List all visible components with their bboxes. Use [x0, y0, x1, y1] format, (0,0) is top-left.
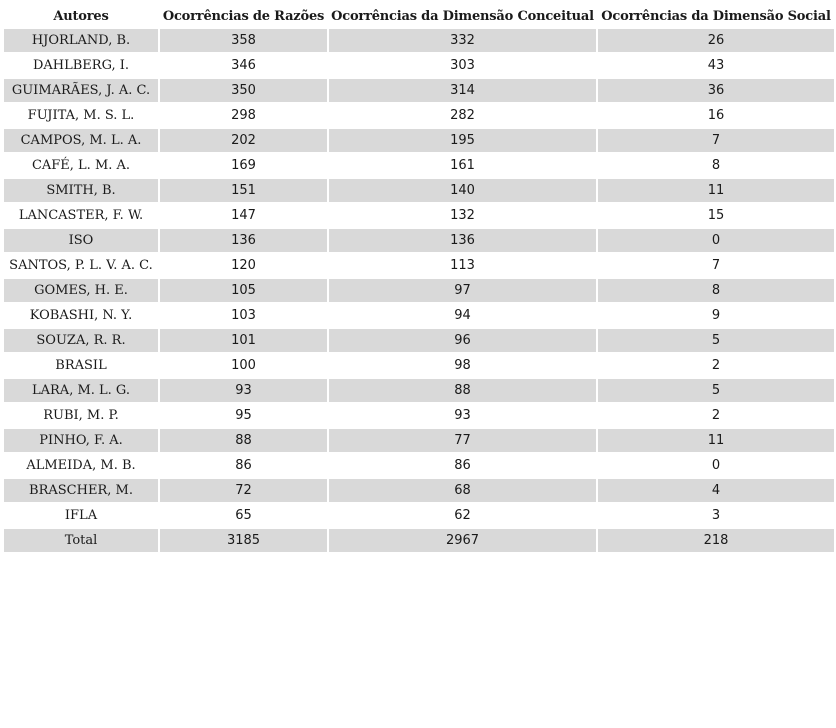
razoes-cell: 86 — [160, 454, 327, 479]
razoes-cell: 120 — [160, 254, 327, 279]
razoes-cell: 100 — [160, 354, 327, 379]
social-cell: 16 — [598, 104, 834, 129]
razoes-cell: 169 — [160, 154, 327, 179]
author-cell: SMITH, B. — [4, 179, 158, 204]
razoes-cell: 101 — [160, 329, 327, 354]
razoes-cell: 88 — [160, 429, 327, 454]
table-row — [4, 454, 834, 479]
razoes-cell: 350 — [160, 79, 327, 104]
author-cell: KOBASHI, N. Y. — [4, 304, 158, 329]
social-cell: 5 — [598, 329, 834, 354]
table-row — [4, 29, 834, 54]
author-cell: CAFÉ, L. M. A. — [4, 154, 158, 179]
author-cell: FUJITA, M. S. L. — [4, 104, 158, 129]
total-label-cell: Total — [4, 529, 158, 554]
table-row — [4, 479, 834, 504]
conceitual-cell: 93 — [329, 404, 596, 429]
conceitual-cell: 62 — [329, 504, 596, 529]
social-cell: 4 — [598, 479, 834, 504]
conceitual-cell: 195 — [329, 129, 596, 154]
author-cell: GOMES, H. E. — [4, 279, 158, 304]
occurrences-table-container — [4, 4, 832, 554]
author-cell: BRASCHER, M. — [4, 479, 158, 504]
total-conceitual-cell: 2967 — [329, 529, 596, 554]
social-cell: 7 — [598, 254, 834, 279]
author-cell: LARA, M. L. G. — [4, 379, 158, 404]
razoes-cell: 346 — [160, 54, 327, 79]
social-cell: 15 — [598, 204, 834, 229]
author-cell: HJORLAND, B. — [4, 29, 158, 54]
conceitual-cell: 97 — [329, 279, 596, 304]
table-row — [4, 379, 834, 404]
razoes-cell: 65 — [160, 504, 327, 529]
table-row — [4, 204, 834, 229]
conceitual-cell: 98 — [329, 354, 596, 379]
table-row — [4, 329, 834, 354]
conceitual-cell: 161 — [329, 154, 596, 179]
table-row — [4, 254, 834, 279]
total-social-cell: 218 — [598, 529, 834, 554]
author-cell: CAMPOS, M. L. A. — [4, 129, 158, 154]
author-cell: BRASIL — [4, 354, 158, 379]
social-cell: 8 — [598, 154, 834, 179]
table-row — [4, 429, 834, 454]
header-dimensao-social: Ocorrências da Dimensão Social — [601, 9, 831, 24]
author-cell: ALMEIDA, M. B. — [4, 454, 158, 479]
social-cell: 7 — [598, 129, 834, 154]
razoes-cell: 105 — [160, 279, 327, 304]
header-autores: Autores — [53, 9, 109, 24]
author-cell: LANCASTER, F. W. — [4, 204, 158, 229]
conceitual-cell: 136 — [329, 229, 596, 254]
occurrences-table — [2, 4, 836, 554]
conceitual-cell: 132 — [329, 204, 596, 229]
table-row — [4, 354, 834, 379]
social-cell: 0 — [598, 454, 834, 479]
table-row — [4, 179, 834, 204]
table-header-row — [4, 4, 834, 29]
table-body — [4, 29, 834, 554]
author-cell: GUIMARÃES, J. A. C. — [4, 79, 158, 104]
conceitual-cell: 86 — [329, 454, 596, 479]
razoes-cell: 72 — [160, 479, 327, 504]
conceitual-cell: 113 — [329, 254, 596, 279]
table-row — [4, 279, 834, 304]
author-cell: ISO — [4, 229, 158, 254]
social-cell: 5 — [598, 379, 834, 404]
author-cell: DAHLBERG, I. — [4, 54, 158, 79]
author-cell: IFLA — [4, 504, 158, 529]
razoes-cell: 151 — [160, 179, 327, 204]
razoes-cell: 147 — [160, 204, 327, 229]
table-row — [4, 129, 834, 154]
conceitual-cell: 140 — [329, 179, 596, 204]
conceitual-cell: 94 — [329, 304, 596, 329]
razoes-cell: 298 — [160, 104, 327, 129]
social-cell: 0 — [598, 229, 834, 254]
social-cell: 9 — [598, 304, 834, 329]
conceitual-cell: 314 — [329, 79, 596, 104]
conceitual-cell: 96 — [329, 329, 596, 354]
conceitual-cell: 332 — [329, 29, 596, 54]
table-total-row — [4, 529, 834, 554]
header-dimensao-conceitual: Ocorrências da Dimensão Conceitual — [331, 9, 594, 24]
social-cell: 11 — [598, 179, 834, 204]
social-cell: 26 — [598, 29, 834, 54]
header-ocorrencias-razoes: Ocorrências de Razões — [162, 9, 325, 24]
razoes-cell: 95 — [160, 404, 327, 429]
author-cell: PINHO, F. A. — [4, 429, 158, 454]
total-razoes-cell: 3185 — [160, 529, 327, 554]
social-cell: 8 — [598, 279, 834, 304]
table-row — [4, 154, 834, 179]
social-cell: 43 — [598, 54, 834, 79]
conceitual-cell: 77 — [329, 429, 596, 454]
table-row — [4, 229, 834, 254]
table-row — [4, 104, 834, 129]
social-cell: 2 — [598, 354, 834, 379]
conceitual-cell: 68 — [329, 479, 596, 504]
table-row — [4, 54, 834, 79]
razoes-cell: 103 — [160, 304, 327, 329]
social-cell: 11 — [598, 429, 834, 454]
social-cell: 36 — [598, 79, 834, 104]
table-row — [4, 304, 834, 329]
razoes-cell: 202 — [160, 129, 327, 154]
razoes-cell: 93 — [160, 379, 327, 404]
table-row — [4, 79, 834, 104]
author-cell: RUBI, M. P. — [4, 404, 158, 429]
author-cell: SANTOS, P. L. V. A. C. — [4, 254, 158, 279]
conceitual-cell: 88 — [329, 379, 596, 404]
table-row — [4, 404, 834, 429]
conceitual-cell: 282 — [329, 104, 596, 129]
razoes-cell: 136 — [160, 229, 327, 254]
conceitual-cell: 303 — [329, 54, 596, 79]
table-row — [4, 504, 834, 529]
razoes-cell: 358 — [160, 29, 327, 54]
social-cell: 3 — [598, 504, 834, 529]
author-cell: SOUZA, R. R. — [4, 329, 158, 354]
social-cell: 2 — [598, 404, 834, 429]
